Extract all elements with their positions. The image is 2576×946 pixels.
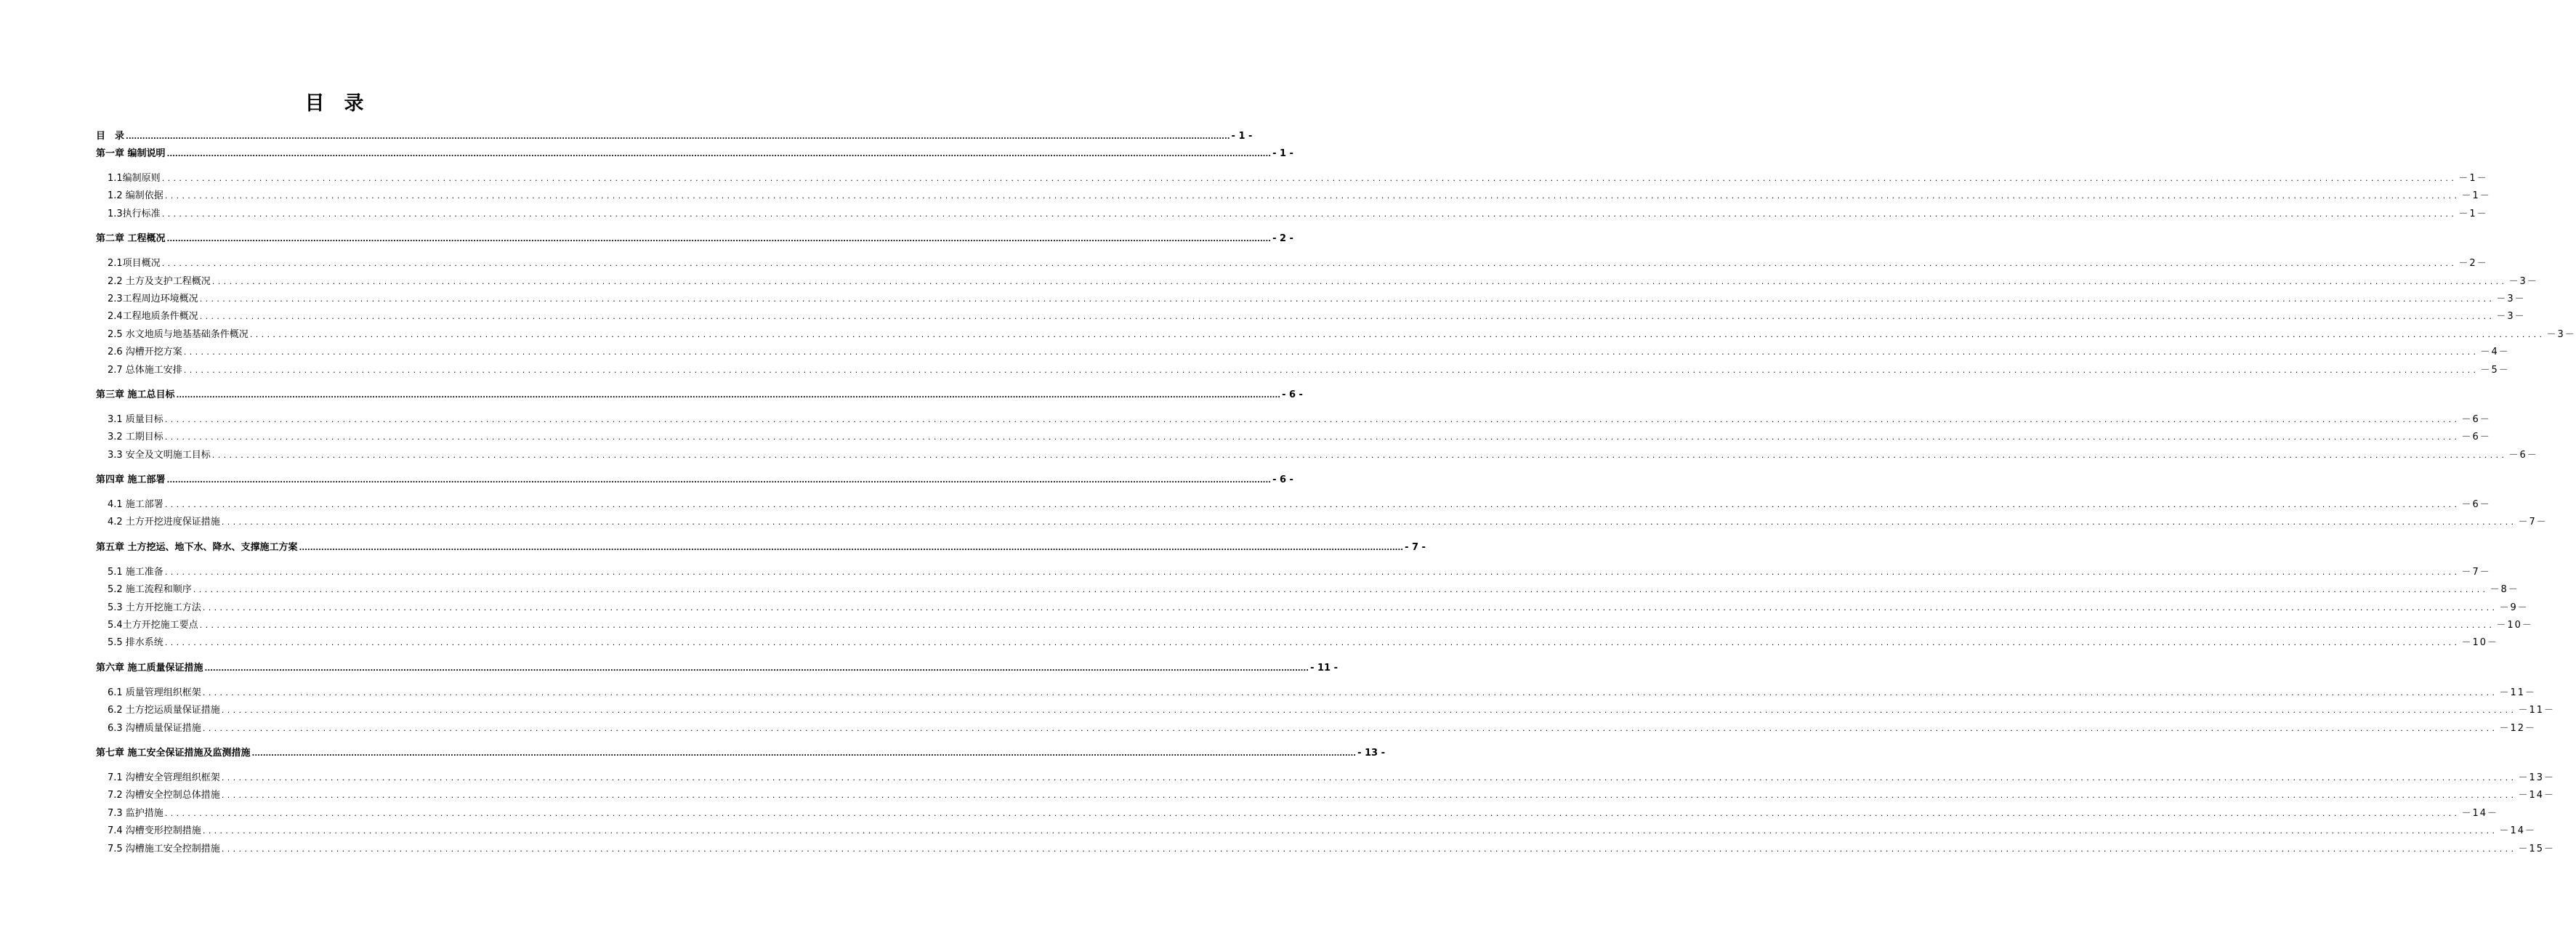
toc-page-number: －10－ xyxy=(2461,637,2498,649)
toc-entry-label: 1.3执行标准 xyxy=(108,208,161,219)
toc-page-number: - 6 - xyxy=(1282,389,1303,400)
toc-section-entry[interactable] xyxy=(96,429,2491,446)
dot-leader: ................................................................................................................................................................................................................................................................................................................................................................................................................ xyxy=(204,664,1309,673)
dot-leader: ................................................................................................................................................................................................................................................................................................................................................................................................................ xyxy=(221,791,2517,801)
toc-entry-label: 1.1编制原则 xyxy=(108,173,161,184)
toc-section-entry[interactable] xyxy=(96,634,2498,652)
toc-entry-label: 5.2 施工流程和顺序 xyxy=(108,584,192,596)
toc-entry-label: 4.1 施工部署 xyxy=(108,499,163,511)
toc-page-number: －2－ xyxy=(2458,258,2488,270)
toc-page-number: －11－ xyxy=(2499,687,2536,698)
toc-section-entry[interactable] xyxy=(96,447,2538,464)
toc-section-entry[interactable] xyxy=(96,564,2491,581)
toc-entry-label: 2.2 土方及支护工程概况 xyxy=(108,275,211,287)
dot-leader: ................................................................................................................................................................................................................................................................................................................................................................................................................ xyxy=(161,259,2458,269)
toc-section-entry[interactable] xyxy=(96,805,2498,822)
toc-entry-label: 6.1 质量管理组织框架 xyxy=(108,687,201,698)
toc-page-number: －14－ xyxy=(2518,790,2555,801)
toc-page-number: - 1 - xyxy=(1231,131,1253,142)
toc-entry-label: 5.4土方开挖施工要点 xyxy=(108,620,198,631)
dot-leader: ................................................................................................................................................................................................................................................................................................................................................................................................................ xyxy=(221,706,2517,716)
dot-leader: ................................................................................................................................................................................................................................................................................................................................................................................................................ xyxy=(221,517,2517,527)
dot-leader: ................................................................................................................................................................................................................................................................................................................................................................................................................ xyxy=(166,477,1272,485)
toc-section-entry[interactable] xyxy=(96,187,2491,205)
toc-page-number: －6－ xyxy=(2508,449,2538,461)
table-of-contents xyxy=(96,128,2576,858)
toc-page-number: －4－ xyxy=(2480,347,2510,358)
toc-section-entry[interactable] xyxy=(96,411,2491,429)
dot-leader: ................................................................................................................................................................................................................................................................................................................................................................................................................ xyxy=(221,844,2517,854)
toc-chapter-entry[interactable] xyxy=(96,660,1338,677)
toc-entry-label: 7.1 沟槽安全管理组织框架 xyxy=(108,772,220,783)
toc-section-entry[interactable] xyxy=(96,291,2526,308)
dot-leader: ................................................................................................................................................................................................................................................................................................................................................................................................................ xyxy=(164,432,2460,442)
toc-chapter-entry[interactable] xyxy=(96,230,1293,248)
toc-entry-label: 2.6 沟槽开挖方案 xyxy=(108,347,182,358)
toc-entry-label: 7.2 沟槽安全控制总体措施 xyxy=(108,790,220,801)
toc-page-number: －5－ xyxy=(2480,364,2510,376)
dot-leader: ................................................................................................................................................................................................................................................................................................................................................................................................................ xyxy=(202,826,2498,836)
toc-entry-label: 4.2 土方开挖进度保证措施 xyxy=(108,517,220,528)
toc-chapter-entry[interactable] xyxy=(96,472,1293,489)
toc-page-number: －7－ xyxy=(2461,566,2491,578)
toc-page-number: －3－ xyxy=(2508,275,2538,287)
dot-leader: ................................................................................................................................................................................................................................................................................................................................................................................................................ xyxy=(199,620,2495,631)
toc-entry-label: 2.4工程地质条件概况 xyxy=(108,311,198,323)
toc-section-entry[interactable] xyxy=(96,617,2533,634)
toc-section-entry[interactable] xyxy=(96,787,2555,804)
toc-entry-label: 2.7 总体施工安排 xyxy=(108,364,182,376)
dot-leader: ................................................................................................................................................................................................................................................................................................................................................................................................................ xyxy=(299,543,1404,552)
toc-section-entry[interactable] xyxy=(96,344,2510,361)
toc-section-entry[interactable] xyxy=(96,326,2576,344)
toc-entry-label: 第六章 施工质量保证措施 xyxy=(96,662,203,674)
toc-page-number: －14－ xyxy=(2499,825,2536,837)
toc-page-number: - 2 - xyxy=(1272,233,1293,245)
toc-page-number: －8－ xyxy=(2490,584,2519,596)
toc-page-number: －3－ xyxy=(2546,328,2576,340)
toc-chapter-entry[interactable] xyxy=(96,128,1253,145)
toc-page-number: - 13 - xyxy=(1357,747,1385,759)
toc-entry-label: 6.3 沟槽质量保证措施 xyxy=(108,722,201,734)
toc-entry-label: 第七章 施工安全保证措施及监测措施 xyxy=(96,747,251,759)
dot-leader: ................................................................................................................................................................................................................................................................................................................................................................................................................ xyxy=(202,602,2498,613)
toc-section-entry[interactable] xyxy=(96,308,2526,326)
toc-section-entry[interactable] xyxy=(96,496,2491,514)
dot-leader: ................................................................................................................................................................................................................................................................................................................................................................................................................ xyxy=(126,133,1230,141)
toc-chapter-entry[interactable] xyxy=(96,145,1293,163)
toc-section-entry[interactable] xyxy=(96,720,2536,737)
dot-leader: ................................................................................................................................................................................................................................................................................................................................................................................................................ xyxy=(164,414,2460,424)
toc-page-number: －9－ xyxy=(2499,602,2529,613)
dot-leader: ................................................................................................................................................................................................................................................................................................................................................................................................................ xyxy=(251,749,1357,758)
toc-section-entry[interactable] xyxy=(96,255,2488,272)
toc-section-entry[interactable] xyxy=(96,841,2555,858)
dot-leader: ................................................................................................................................................................................................................................................................................................................................................................................................................ xyxy=(221,772,2517,783)
toc-entry-label: 6.2 土方挖运质量保证措施 xyxy=(108,705,220,716)
toc-page-number: －7－ xyxy=(2518,517,2548,528)
toc-section-entry[interactable] xyxy=(96,581,2519,599)
toc-chapter-entry[interactable] xyxy=(96,539,1426,557)
page-title: 目 录 xyxy=(304,92,364,115)
dot-leader: ................................................................................................................................................................................................................................................................................................................................................................................................................ xyxy=(164,567,2460,577)
toc-section-entry[interactable] xyxy=(96,206,2488,223)
toc-entry-label: 3.1 质量目标 xyxy=(108,413,163,425)
dot-leader: ................................................................................................................................................................................................................................................................................................................................................................................................................ xyxy=(166,150,1272,158)
toc-page-number: - 6 - xyxy=(1272,474,1293,486)
dot-leader: ................................................................................................................................................................................................................................................................................................................................................................................................................ xyxy=(202,687,2498,698)
dot-leader: ................................................................................................................................................................................................................................................................................................................................................................................................................ xyxy=(164,191,2460,201)
toc-section-entry[interactable] xyxy=(96,769,2555,787)
toc-page-number: －6－ xyxy=(2461,413,2491,425)
toc-chapter-entry[interactable] xyxy=(96,745,1385,762)
toc-entry-label: 3.3 安全及文明施工目标 xyxy=(108,449,211,461)
dot-leader: ................................................................................................................................................................................................................................................................................................................................................................................................................ xyxy=(164,638,2460,648)
toc-page-number: - 7 - xyxy=(1405,541,1426,553)
toc-page-number: －3－ xyxy=(2496,311,2526,323)
toc-page-number: －3－ xyxy=(2496,293,2526,304)
dot-leader: ................................................................................................................................................................................................................................................................................................................................................................................................................ xyxy=(193,585,2489,595)
toc-entry-label: 7.4 沟槽变形控制措施 xyxy=(108,825,201,837)
toc-page-number: - 1 - xyxy=(1272,148,1293,159)
dot-leader: ................................................................................................................................................................................................................................................................................................................................................................................................................ xyxy=(199,312,2495,322)
toc-page-number: －11－ xyxy=(2518,705,2555,716)
dot-leader: ................................................................................................................................................................................................................................................................................................................................................................................................................ xyxy=(161,209,2458,219)
toc-entry-label: 2.3工程周边环境概况 xyxy=(108,293,198,304)
dot-leader: ................................................................................................................................................................................................................................................................................................................................................................................................................ xyxy=(183,365,2479,375)
dot-leader: ................................................................................................................................................................................................................................................................................................................................................................................................................ xyxy=(166,235,1272,244)
toc-section-entry[interactable] xyxy=(96,273,2538,291)
toc-section-entry[interactable] xyxy=(96,702,2555,719)
toc-page-number: - 11 - xyxy=(1310,662,1338,674)
toc-section-entry[interactable] xyxy=(96,684,2536,702)
dot-leader: ................................................................................................................................................................................................................................................................................................................................................................................................................ xyxy=(211,276,2508,286)
toc-entry-label: 2.5 水文地质与地基基础条件概况 xyxy=(108,328,249,340)
toc-entry-label: 目 录 xyxy=(96,131,125,142)
toc-entry-label: 3.2 工期目标 xyxy=(108,432,163,443)
dot-leader: ................................................................................................................................................................................................................................................................................................................................................................................................................ xyxy=(249,329,2545,339)
toc-entry-label: 1.2 编制依据 xyxy=(108,190,163,202)
dot-leader: ................................................................................................................................................................................................................................................................................................................................................................................................................ xyxy=(202,723,2498,733)
toc-page-number: －10－ xyxy=(2496,620,2533,631)
toc-page-number: －13－ xyxy=(2518,772,2555,783)
toc-page-number: －15－ xyxy=(2518,843,2555,854)
dot-leader: ................................................................................................................................................................................................................................................................................................................................................................................................................ xyxy=(161,174,2458,183)
toc-page-number: －12－ xyxy=(2499,722,2536,734)
toc-section-entry[interactable] xyxy=(96,362,2510,379)
toc-entry-label: 第五章 土方挖运、地下水、降水、支撑施工方案 xyxy=(96,541,298,553)
toc-entry-label: 7.3 监护措施 xyxy=(108,807,163,819)
toc-section-entry[interactable] xyxy=(96,822,2536,840)
dot-leader: ................................................................................................................................................................................................................................................................................................................................................................................................................ xyxy=(164,500,2460,510)
toc-page-number: －6－ xyxy=(2461,499,2491,511)
dot-leader: ................................................................................................................................................................................................................................................................................................................................................................................................................ xyxy=(176,391,1281,400)
toc-entry-label: 第二章 工程概况 xyxy=(96,233,166,245)
toc-entry-label: 第一章 编制说明 xyxy=(96,148,166,159)
toc-entry-label: 第四章 施工部署 xyxy=(96,474,166,486)
toc-entry-label: 5.5 排水系统 xyxy=(108,637,163,649)
dot-leader: ................................................................................................................................................................................................................................................................................................................................................................................................................ xyxy=(164,808,2460,818)
toc-entry-label: 第三章 施工总目标 xyxy=(96,389,175,400)
toc-entry-label: 5.1 施工准备 xyxy=(108,566,163,578)
toc-entry-label: 7.5 沟槽施工安全控制措施 xyxy=(108,843,220,854)
dot-leader: ................................................................................................................................................................................................................................................................................................................................................................................................................ xyxy=(211,450,2508,460)
dot-leader: ................................................................................................................................................................................................................................................................................................................................................................................................................ xyxy=(199,294,2495,304)
toc-section-entry[interactable] xyxy=(96,514,2548,531)
toc-page-number: －1－ xyxy=(2458,208,2488,219)
toc-section-entry[interactable] xyxy=(96,170,2488,187)
toc-page-number: －14－ xyxy=(2461,807,2498,819)
toc-entry-label: 2.1项目概况 xyxy=(108,258,161,270)
toc-page-number: －1－ xyxy=(2461,190,2491,202)
toc-section-entry[interactable] xyxy=(96,599,2529,617)
toc-entry-label: 5.3 土方开挖施工方法 xyxy=(108,602,201,613)
toc-page-number: －1－ xyxy=(2458,173,2488,184)
toc-chapter-entry[interactable] xyxy=(96,387,1303,404)
dot-leader: ................................................................................................................................................................................................................................................................................................................................................................................................................ xyxy=(183,347,2479,357)
toc-page-number: －6－ xyxy=(2461,432,2491,443)
